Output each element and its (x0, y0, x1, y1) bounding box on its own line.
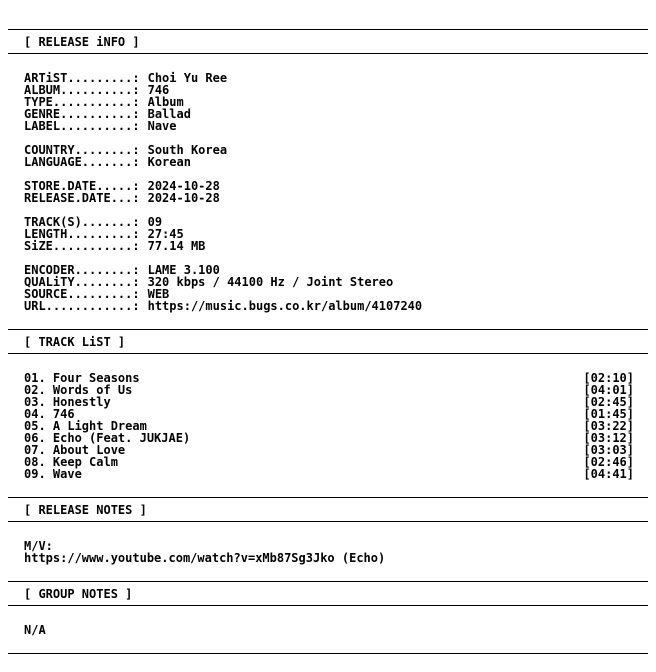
info-key: RELEASE.DATE...: (24, 191, 140, 205)
track-duration: [02:46] (583, 455, 634, 469)
info-value: Korean (147, 155, 191, 169)
group-notes-block (24, 624, 634, 636)
info-key: LABEL..........: (24, 119, 140, 133)
track-title: 02. Words of Us (24, 383, 133, 397)
info-value: 2024-10-28 (147, 191, 220, 205)
list-item (24, 396, 634, 408)
group-notes-text: N/A (24, 623, 46, 637)
track-title: 04. 746 (24, 407, 75, 421)
info-key: STORE.DATE.....: (24, 179, 140, 193)
info-key: QUALiTY........: (24, 275, 140, 289)
track-title: 09. Wave (24, 467, 82, 481)
info-value: Nave (147, 119, 177, 133)
info-key: ENCODER........: (24, 263, 140, 277)
info-value: Ballad (147, 107, 191, 121)
info-row-language (24, 156, 634, 168)
track-list (24, 372, 634, 480)
divider (8, 329, 648, 330)
track-duration: [02:45] (583, 395, 634, 409)
mv-link[interactable]: https://www.youtube.com/watch?v=xMb87Sg3Jko (Echo) (24, 551, 386, 565)
info-key: COUNTRY........: (24, 143, 140, 157)
divider (8, 521, 648, 522)
track-title: 08. Keep Calm (24, 455, 118, 469)
info-value: 320 kbps / 44100 Hz / Joint Stereo (147, 275, 394, 289)
track-duration: [04:01] (583, 383, 634, 397)
info-key: LENGTH.........: (24, 227, 140, 241)
divider (8, 581, 648, 582)
info-value: LAME 3.100 (147, 263, 220, 277)
info-key: LANGUAGE.......: (24, 155, 140, 169)
track-duration: [04:41] (583, 467, 634, 481)
track-title: 06. Echo (Feat. JUKJAE) (24, 431, 191, 445)
track-duration: [03:03] (583, 443, 634, 457)
info-key: SOURCE.........: (24, 287, 140, 301)
release-notes-text: M/V: (24, 539, 53, 553)
track-duration: [02:10] (583, 371, 634, 385)
info-value: 09 (147, 215, 163, 229)
info-value: Album (147, 95, 184, 109)
info-row-size (24, 240, 634, 252)
track-duration: [03:12] (583, 431, 634, 445)
divider (8, 605, 648, 606)
info-value: 746 (147, 83, 170, 97)
list-item (24, 456, 634, 468)
track-title: 01. Four Seasons (24, 371, 140, 385)
list-item (24, 468, 634, 480)
track-title: 07. About Love (24, 443, 126, 457)
info-key: SiZE...........: (24, 239, 140, 253)
album-url[interactable]: https://music.bugs.co.kr/album/4107240 (147, 299, 423, 313)
info-value: WEB (147, 287, 170, 301)
track-duration: [01:45] (583, 407, 634, 421)
divider (8, 29, 648, 30)
divider (8, 497, 648, 498)
list-item (24, 384, 634, 396)
info-row-label (24, 120, 634, 132)
info-key: TYPE...........: (24, 95, 140, 109)
section-header-track-list: [ TRACK LiST ] (24, 335, 126, 349)
track-title: 05. A Light Dream (24, 419, 147, 433)
info-key: ARTiST.........: (24, 71, 140, 85)
info-value: 77.14 MB (147, 239, 206, 253)
info-value: South Korea (147, 143, 228, 157)
info-value: 2024-10-28 (147, 179, 220, 193)
section-header-group-notes: [ GROUP NOTES ] (24, 587, 133, 601)
track-duration: [03:22] (583, 419, 634, 433)
section-header-release-info: [ RELEASE iNFO ] (24, 35, 140, 49)
info-key: ALBUM..........: (24, 83, 140, 97)
divider (8, 353, 648, 354)
release-notes-block (24, 540, 634, 564)
info-key: TRACK(S).......: (24, 215, 140, 229)
info-key: URL............: (24, 299, 140, 313)
divider (8, 53, 648, 54)
release-info-block (24, 72, 634, 312)
divider (8, 653, 648, 654)
track-title: 03. Honestly (24, 395, 111, 409)
info-row-url (24, 300, 634, 312)
section-header-release-notes: [ RELEASE NOTES ] (24, 503, 147, 517)
info-key: GENRE..........: (24, 107, 140, 121)
info-row-release-date (24, 192, 634, 204)
info-value: 27:45 (147, 227, 184, 241)
info-value: Choi Yu Ree (147, 71, 228, 85)
